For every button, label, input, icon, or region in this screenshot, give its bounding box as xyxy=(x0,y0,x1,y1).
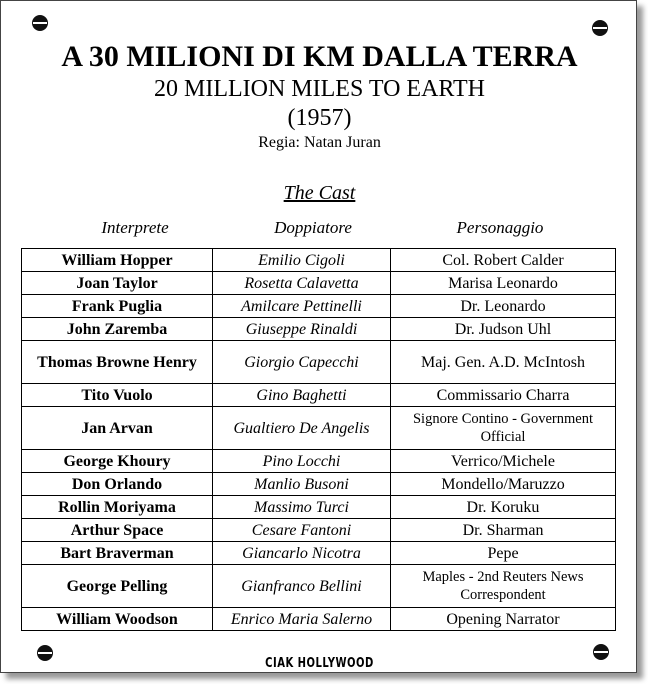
dubber-name: Pino Locchi xyxy=(213,450,391,473)
table-row xyxy=(22,542,616,565)
character-name: Pepe xyxy=(391,542,616,565)
table-row xyxy=(22,341,616,384)
character-name: Dr. Leonardo xyxy=(391,295,616,318)
character-name: Col. Robert Calder xyxy=(391,249,616,272)
actor-name: Bart Braverman xyxy=(22,542,213,565)
italian-title: A 30 MILIONI DI KM DALLA TERRA xyxy=(61,40,578,73)
dubber-name: Amilcare Pettinelli xyxy=(213,295,391,318)
table-row xyxy=(22,565,616,608)
cast-table xyxy=(21,248,616,631)
dubber-name: Cesare Fantoni xyxy=(213,519,391,542)
dubber-name: Manlio Busoni xyxy=(213,473,391,496)
dubber-name: Giancarlo Nicotra xyxy=(213,542,391,565)
dubber-name: Massimo Turci xyxy=(213,496,391,519)
actor-name: Arthur Space xyxy=(22,519,213,542)
column-header-actor: Interprete xyxy=(101,218,169,237)
character-name: Dr. Koruku xyxy=(391,496,616,519)
character-name: Opening Narrator xyxy=(391,608,616,631)
actor-name: William Hopper xyxy=(22,249,213,272)
dubber-name: Gualtiero De Angelis xyxy=(213,407,391,450)
character-name: Maj. Gen. A.D. McIntosh xyxy=(391,341,616,384)
character-name: Marisa Leonardo xyxy=(391,272,616,295)
dubber-name: Giuseppe Rinaldi xyxy=(213,318,391,341)
actor-name: Frank Puglia xyxy=(22,295,213,318)
column-header-dubber: Doppiatore xyxy=(274,218,352,237)
column-header-role: Personaggio xyxy=(456,218,544,237)
table-row xyxy=(22,473,616,496)
actor-name: Joan Taylor xyxy=(22,272,213,295)
actor-name: George Pelling xyxy=(22,565,213,608)
ciak-hollywood-logo: CIAK HOLLYWOOD xyxy=(265,656,374,671)
cast-heading: The Cast xyxy=(283,182,356,204)
dubber-name: Giorgio Capecchi xyxy=(213,341,391,384)
dubber-name: Gino Baghetti xyxy=(213,384,391,407)
dubber-name: Enrico Maria Salerno xyxy=(213,608,391,631)
dubber-name: Rosetta Calavetta xyxy=(213,272,391,295)
table-row xyxy=(22,384,616,407)
actor-name: Rollin Moriyama xyxy=(22,496,213,519)
actor-name: Thomas Browne Henry xyxy=(22,341,213,384)
table-row xyxy=(22,608,616,631)
dubber-name: Emilio Cigoli xyxy=(213,249,391,272)
actor-name: Jan Arvan xyxy=(22,407,213,450)
dubber-name: Gianfranco Bellini xyxy=(213,565,391,608)
table-row xyxy=(22,318,616,341)
table-row xyxy=(22,272,616,295)
character-name: Dr. Judson Uhl xyxy=(391,318,616,341)
actor-name: John Zaremba xyxy=(22,318,213,341)
table-row xyxy=(22,519,616,542)
actor-name: George Khoury xyxy=(22,450,213,473)
release-year: (1957) xyxy=(287,105,352,131)
table-row xyxy=(22,295,616,318)
actor-name: Don Orlando xyxy=(22,473,213,496)
screw-icon xyxy=(592,20,608,36)
director-credit: Regia: Natan Juran xyxy=(258,134,381,151)
character-name: Signore Contino - Government Official xyxy=(391,407,616,450)
table-row xyxy=(22,450,616,473)
character-name: Maples - 2nd Reuters News Correspondent xyxy=(391,565,616,608)
actor-name: Tito Vuolo xyxy=(22,384,213,407)
actor-name: William Woodson xyxy=(22,608,213,631)
character-name: Dr. Sharman xyxy=(391,519,616,542)
english-title: 20 MILLION MILES TO EARTH xyxy=(154,76,485,102)
table-row xyxy=(22,249,616,272)
screw-icon xyxy=(32,15,48,31)
character-name: Commissario Charra xyxy=(391,384,616,407)
table-row xyxy=(22,496,616,519)
character-name: Verrico/Michele xyxy=(391,450,616,473)
character-name: Mondello/Maruzzo xyxy=(391,473,616,496)
table-row xyxy=(22,407,616,450)
